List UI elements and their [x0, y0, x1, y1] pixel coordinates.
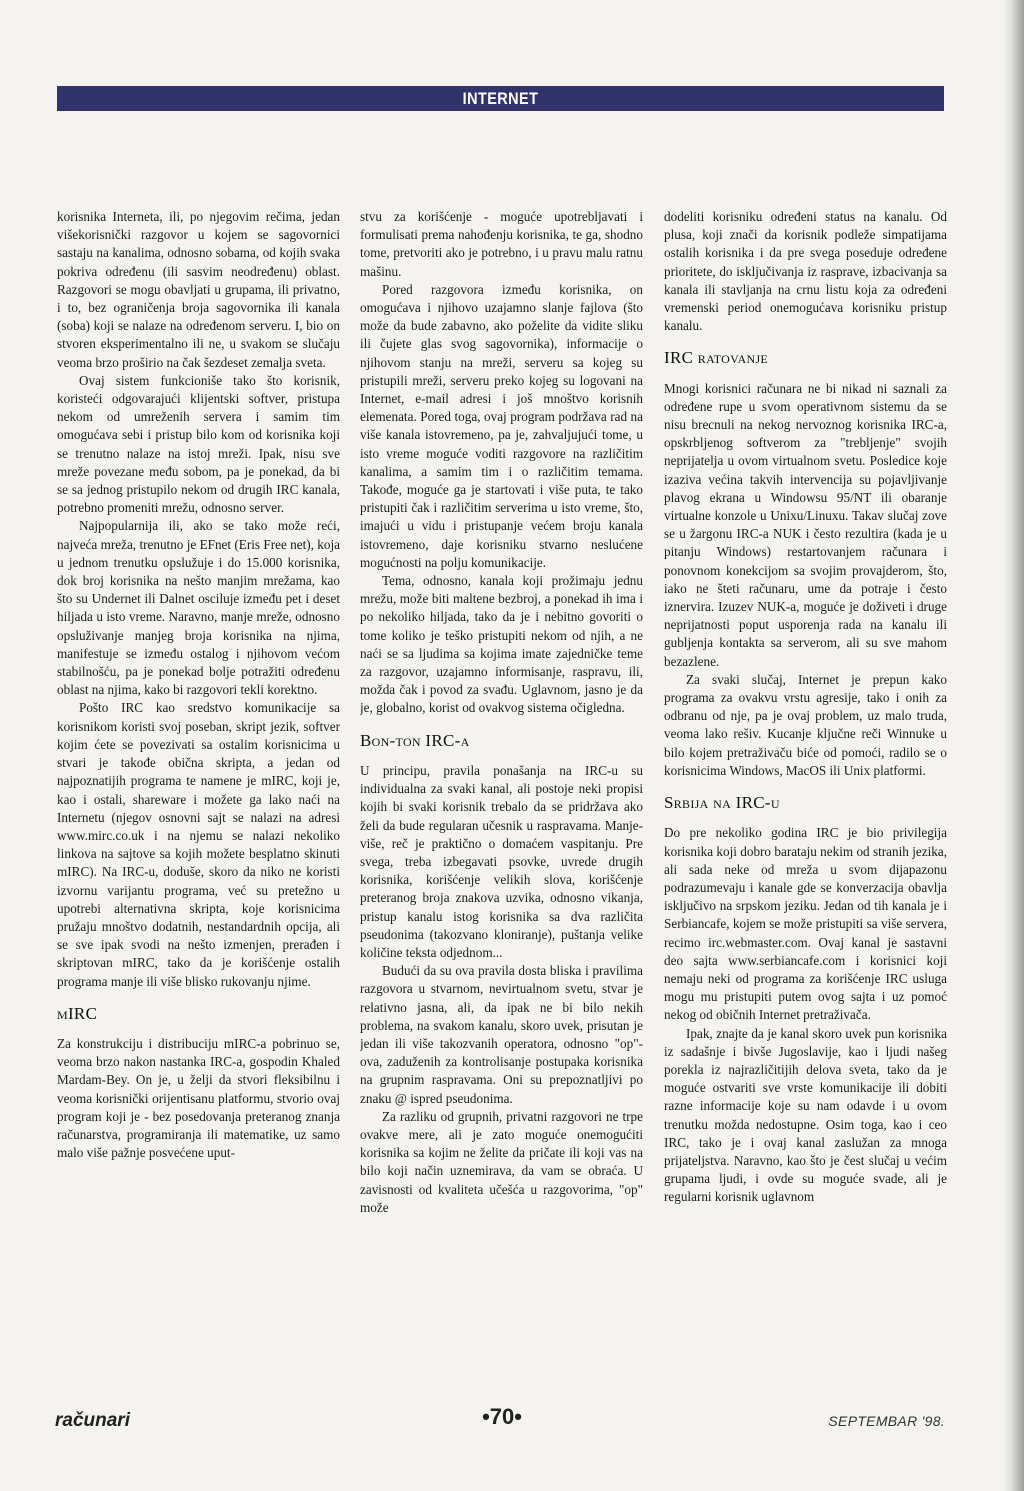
page-number: •70•	[482, 1404, 522, 1429]
paragraph: Za konstrukciju i distribuciju mIRC-a pobrinuo se, veoma brzo nakon nastanka IRC-a, gospodin Khaled Mardam-Bey. On je, u želji da stvori fleksibilnu i veoma korisnički orijentisanu platformu, stvorio ovaj program koji je - bez posedovanja preteranog znanja računarstva, programiranja ili matematike, uz samo malo više pažnje posvećene uput-	[57, 1035, 340, 1161]
paragraph: Do pre nekoliko godina IRC je bio privilegija korisnika koji dobro barataju nekim od stranih jezika, ali sada neke od mreža u svom dijapazonu podrazumevaju i kanale gde se konverzacija obavlja isključivo na srpskom jeziku. Jedan od tih kanala je i Serbiancafe, kojem se može pristupiti sa više servera, recimo irc.webmaster.com. Ovaj kanal je sastavni deo sajta www.serbiancafe.com i korisnici koji nemaju neki od programa za korišćenje IRC usluga mogu mu pristupiti putem ovog sajta i uz pomoć nekog od običnih Internet pretraživača.	[664, 825, 947, 1023]
article-column-1	[57, 208, 340, 1388]
paragraph: Pored razgovora između korisnika, on omogućava i njihovo uzajamno slanje fajlova (što može da bude zabavno, ako poželite da vidite sliku ili čujete glas svog sagovornika), informacije o njihovom stanju na mreži, serveru sa kojeg su pristupili mreži, serveru preko kojeg su logovani na Internet, e-mail adresi i još mnoštvo korisnih elemenata. Pored toga, ovaj program podržava rad na više kanala istovremeno, pa je, zahvaljujući tome, u isto vreme moguće voditi razgovore na različitim kanalima, a samim tim i o različitim temama. Takođe, moguće ga je startovati i više puta, te tako pristupiti čak i različitim serverima u isto vreme, što, imajući u vidu i pristupanje većem broju kanala istovremeno, daje korisniku stvarno neslućene mogućnosti na polju komunikacije.	[360, 281, 643, 570]
paragraph: stvu za korišćenje - moguće upotrebljavati i formulisati prema nahođenju korisnika, te ga, shodno tome, pretvoriti ako je potrebno, i u pravu malu ratnu mašinu.	[360, 209, 643, 279]
paragraph: dodeliti korisniku određeni status na kanalu. Od plusa, koji znači da korisnik podleže simpatijama ostalih korisnika i da pre svega poseduje određene prioritete, do isključivanja iz rasprave, izbacivanja sa kanala ili stavljanja na crnu listu koja za određeni vremenski period onemogućava korisniku pristup kanalu.	[664, 209, 947, 334]
section-title: INTERNET	[462, 88, 539, 108]
paragraph: korisnika Interneta, ili, po njegovim rečima, jedan višekorisnički razgovor u kojem se sagovornici sastaju na kanalima, odnosno sobama, od kojih svaka pokriva određenu (ili sasvim neodređenu) oblast. Razgovori se mogu obavljati u grupama, ili privatno, i to, bez ograničenja broja sagovornika ili kanala (soba) koji se nalaze na određenom serveru. I, bio on stvoren eksperimentalno ili ne, u svakom se slučaju veoma brzo proširio na čak šezdeset zemalja sveta.	[57, 209, 340, 370]
article-column-2	[360, 208, 643, 1388]
magazine-brand: računari	[55, 1410, 130, 1431]
issue-date: SEPTEMBAR '98.	[828, 1413, 945, 1429]
paragraph: Najpopularnija ili, ako se tako može reći, najveća mreža, trenutno je EFnet (Eris Free net), koja u jednom trenutku opslužuje i do 15.000 korisnika, dok broj korisnika na nešto manjim mrežama, kao što su Undernet ili Dalnet osciluje između pet i deset hiljada u isto vreme. Naravno, manje mreže, odnosno opsluživanje manjeg broja korisnika na njima, manifestuje se između ostalog i njihovom većom stabilnošću, pa je ponekad bolje potražiti određenu oblast na njima, kako bi razgovori tekli korektno.	[57, 518, 340, 698]
subheading-mirc: mIRC	[57, 1003, 98, 1023]
paragraph: Za svaki slučaj, Internet je prepun kako programa za ovakvu vrstu agresije, tako i onih za odbranu od nje, pa je ovaj problem, uz malo truda, veoma lako rešiv. Kucanje ključne reči Winnuke u bilo kojem pretraživaču biće od pomoći, radilo se o korisnicima Windows, MacOS ili Unix platformi.	[664, 671, 947, 778]
paragraph: Budući da su ova pravila dosta bliska i pravilima razgovora u stvarnom, nevirtualnom svetu, stvar je relativno jasna, ali, da ipak ne bi bilo nekih problema, na svakom kanalu, skoro uvek, prisutan je jedan ili više takozvanih operatora, odnosno "op"-ova, zaduženih za kontrolisanje postupaka korisnika na grupnim raspravama. Oni su prepoznatljivi po znaku @ ispred pseudonima.	[360, 963, 643, 1106]
paragraph: Tema, odnosno, kanala koji prožimaju jednu mrežu, može biti maltene bezbroj, a ponekad ih ima i po nekoliko hiljada, tako da je i nebitno govoriti o tome koliko je teško pristupiti nekom od njih, a ne naći se sa ljudima sa kojima imate zajedničke teme za razgovor, uzajamno informisanje, raspravu, ili, možda čak i povod za svađu. Uglavnom, jasno je da je, globalno, korist od ovakvog sistema očigledna.	[360, 573, 643, 716]
scan-shadow-edge	[1002, 0, 1024, 1491]
paragraph: Ipak, znajte da je kanal skoro uvek pun korisnika iz sadašnje i bivše Jugoslavije, kao i ljudi našeg porekla iz najrazličitijih delova sveta, tako da je moguće ostvariti sve vrste komunikacije ili dobiti razne informacije koje su nam odavde i u ovom trenutku možda nedostupne. Osim toga, kao i ceo IRC, tako je i ovaj kanal zaslužan za mnoga prijateljstva. Naravno, kao što je čest slučaj u većim grupama ljudi, i ovde su moguće svade, ali je regularni korisnik uglavnom	[664, 1025, 947, 1205]
paragraph: Za razliku od grupnih, privatni razgovori ne trpe ovakve mere, ali je zato moguće onemogućiti korisnika sa kojim ne želite da pričate ili koji vas na bilo koji način uznemirava, da vam se obraća. U zavisnosti od kvaliteta učešća u razgovorima, "op" može	[360, 1108, 643, 1215]
paragraph: Ovaj sistem funkcioniše tako što korisnik, koristeći odgovarajući klijentski softver, pristupa nekom od umreženih servera i samim tim omogućava sebi i pristup bilo kom od korisnika koji se trenutno nalaze na istoj mreži. Ipak, nisu sve mreže povezane među sobom, pa je ponekad, da bi se sa jednog pristupilo nekom od drugih IRC kanala, potrebno promeniti mrežu, odnosno server.	[57, 372, 340, 516]
paragraph: Mnogi korisnici računara ne bi nikad ni saznali za određene rupe u svom operativnom sistemu da se nisu brecnuli na nekog nervoznog korisnika IRC-a, opskrbljenog softverom za "trebljenje" svojih neprijatelja u ovom virtualnom svetu. Posledice koje izaziva većina takvih intervencija su pojavljivanje plavog ekrana u Windowsu 95/NT ili obaranje virtualne konzole u Unixu/Linuxu. Takav slučaj zove se u žargonu IRC-a NUK i često rezultira (kada je u pitanju Windows) restartovanjem računara i ponovnom konekcijom sa svojim provajderom, što, iako ne šteti računaru, ume da potraje i često iznervira. Izuzev NUK-a, moguće je doživeti i druge neprijatnosti poput usporenja rada na kanalu ili gubljenja kontakta sa serverom, ali su sve mahom bezazlene.	[664, 380, 947, 669]
subheading-irc-ratovanje: IRC ratovanje	[664, 348, 769, 368]
subheading-bon-ton: Bon-ton IRC-a	[360, 730, 470, 750]
article-column-3	[664, 208, 947, 1388]
subheading-srbija-na-irc: Srbija na IRC-u	[664, 793, 780, 813]
paragraph: Pošto IRC kao sredstvo komunikacije sa korisnikom koristi svoj poseban, skript jezik, softver kojim ćete se povezivati sa ostalim korisnicima u stvari je takođe obična skripta, a jedan od najpoznatijih programa te namene je mIRC, koji je, kao i ostali, shareware i možete ga lako naći na Internetu (njegov osnovni sajt se nalazi na adresi www.mirc.co.uk i na njemu se nalazi nekoliko linkova na sajtove sa kojih možete besplatno skinuti mIRC). Na IRC-u, doduše, skoro da niko ne koristi izvornu varijantu programa, već su pretežno u upotrebi alternativna skripta, koje korisnicima pružaju mnoštvo dodatnih, nestandardnih opcija, ali se sve ipak svodi na nešto izmenjen, prerađen i skriptovan mIRC, tako da je korišćenje ostalih programa manje ili više blisko rukovanju njime.	[57, 700, 340, 989]
section-header-bar	[57, 86, 944, 111]
paragraph: U principu, pravila ponašanja na IRC-u su individualna za svaki kanal, ali postoje neki propisi kojih bi svaki korisnik trebalo da se pridržava ako želi da bude regularan učesnik u raspravama. Manje-više, reč je praktično o domaćem vaspitanju. Pre svega, treba izbegavati psovke, uvrede drugih korisnika, korišćenje velikih slova, korišćenje preteranog broja znakova uzvika, odnosno vikanja, pristup kanalu istog korisnika sa dva različita pseudonima (takozvano kloniranje), puštanja velike količine teksta odjednom...	[360, 762, 643, 960]
